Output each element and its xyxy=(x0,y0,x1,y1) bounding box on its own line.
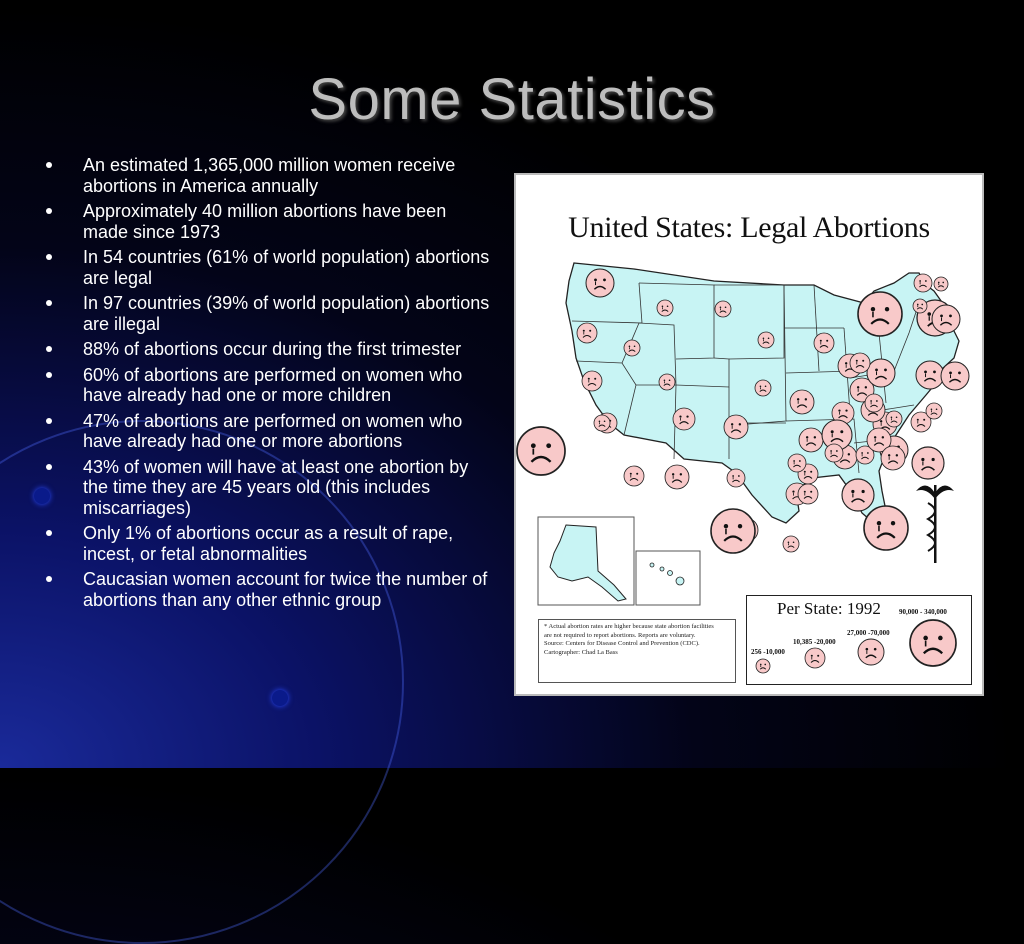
sad-face-icon xyxy=(814,333,834,353)
legend-range-label: 27,000 -70,000 xyxy=(847,629,890,637)
map-note: Source: Centers for Disease Control and Prevention (CDC). xyxy=(544,640,700,648)
sad-face-icon xyxy=(932,305,960,333)
map-note: * Actual abortion rates are higher because state abortion facilities xyxy=(544,623,714,630)
bullet-list xyxy=(42,155,492,615)
bullet-item xyxy=(42,155,492,196)
bullet-icon xyxy=(46,208,52,214)
bullet-text: An estimated 1,365,000 million women receive abortions in America annually xyxy=(83,155,456,196)
sad-face-icon xyxy=(577,323,597,343)
bullet-item xyxy=(42,569,492,610)
sad-face-icon xyxy=(665,465,689,489)
sad-face-icon xyxy=(886,411,902,427)
sad-face-icon xyxy=(916,361,944,389)
sad-face-icon xyxy=(941,362,969,390)
bullet-icon xyxy=(46,300,52,306)
sad-face-icon xyxy=(798,484,818,504)
sad-face-icon xyxy=(715,301,731,317)
bullet-item xyxy=(42,365,492,406)
sad-face-icon xyxy=(586,269,614,297)
bullet-icon xyxy=(46,346,52,352)
bullet-item xyxy=(42,457,492,519)
bullet-text: 47% of abortions are performed on women who have already had one or more abortions xyxy=(83,410,463,451)
sad-face-icon xyxy=(756,659,770,673)
bullet-icon xyxy=(46,372,52,378)
map-legend xyxy=(746,595,972,685)
us-abortion-map xyxy=(514,173,984,696)
sad-face-icon xyxy=(850,353,870,373)
sad-face-icon xyxy=(758,332,774,348)
bullet-icon xyxy=(46,254,52,260)
legend-range-label: 90,000 - 340,000 xyxy=(899,608,947,616)
slide-title: Some Statistics xyxy=(308,67,716,132)
bullet-text: In 54 countries (61% of world population) abortions are legal xyxy=(83,247,490,288)
sad-face-icon xyxy=(805,648,825,668)
bullet-item xyxy=(42,411,492,452)
legend-faces xyxy=(747,596,971,684)
map-note: are not required to report abortions. Reports are voluntary. xyxy=(544,631,696,639)
sad-face-icon xyxy=(594,415,610,431)
sad-face-icon xyxy=(864,506,908,550)
bullet-item xyxy=(42,523,492,564)
bullet-text: In 97 countries (39% of world population) abortions are illegal xyxy=(83,293,490,334)
caduceus-icon xyxy=(916,485,954,563)
sad-face-icon xyxy=(914,274,932,292)
sad-face-icon xyxy=(788,454,806,472)
bullet-icon xyxy=(46,576,52,582)
sad-face-icon xyxy=(825,444,843,462)
sad-face-icon xyxy=(755,380,771,396)
sad-face-icon xyxy=(934,277,948,291)
sad-face-icon xyxy=(858,292,902,336)
map-title: United States: Legal Abortions xyxy=(568,211,930,244)
sad-face-icon xyxy=(582,371,602,391)
legend-range-label: 256 -10,000 xyxy=(751,648,785,656)
bullet-item xyxy=(42,247,492,288)
bullet-text: Only 1% of abortions occur as a result of rape, incest, or fetal abnormalities xyxy=(83,523,454,564)
bullet-text: Approximately 40 million abortions have been made since 1973 xyxy=(83,201,447,242)
bullet-text: Caucasian women account for twice the number of abortions than any other ethnic group xyxy=(83,569,488,610)
bullet-item xyxy=(42,201,492,242)
hawaii-inset-frame xyxy=(636,551,700,605)
map-notes xyxy=(538,619,736,683)
bullet-text: 60% of abortions are performed on women who have already had one or more children xyxy=(83,364,463,405)
bullet-text: 88% of abortions occur during the first trimester xyxy=(83,339,462,359)
sad-face-icon xyxy=(624,466,644,486)
bullet-item xyxy=(42,339,492,360)
map-note: Cartographer: Chad La Bass xyxy=(544,648,618,656)
sad-face-icon xyxy=(913,299,927,313)
sad-face-icon xyxy=(673,408,695,430)
sad-face-icon xyxy=(858,639,884,665)
sad-face-icon xyxy=(657,300,673,316)
sad-face-icon xyxy=(517,427,565,475)
sad-face-icon xyxy=(624,340,640,356)
sad-face-icon xyxy=(711,509,755,553)
sad-face-icon xyxy=(790,390,814,414)
legend-range-label: 10,385 -20,000 xyxy=(793,638,836,646)
bullet-text: 43% of women will have at least one abortion by the time they are 45 years old (this includes miscarriages) xyxy=(83,456,469,518)
legend-title: Per State: 1992 xyxy=(777,599,881,618)
decorative-dot xyxy=(272,690,288,706)
sad-face-icon xyxy=(912,447,944,479)
bullet-icon xyxy=(46,464,52,470)
sad-face-icon xyxy=(867,359,895,387)
sad-face-icon xyxy=(926,403,942,419)
bullet-item xyxy=(42,293,492,334)
bullet-icon xyxy=(46,530,52,536)
sad-face-icon xyxy=(842,479,874,511)
sad-face-icon xyxy=(865,394,883,412)
sad-face-icon xyxy=(659,374,675,390)
sad-face-icon xyxy=(910,620,956,666)
bullet-icon xyxy=(46,418,52,424)
sad-face-icon xyxy=(799,428,823,452)
sad-face-icon xyxy=(783,536,799,552)
bullet-icon xyxy=(46,162,52,168)
sad-face-icon xyxy=(881,446,905,470)
sad-face-icon xyxy=(724,415,748,439)
sad-face-icon xyxy=(727,469,745,487)
